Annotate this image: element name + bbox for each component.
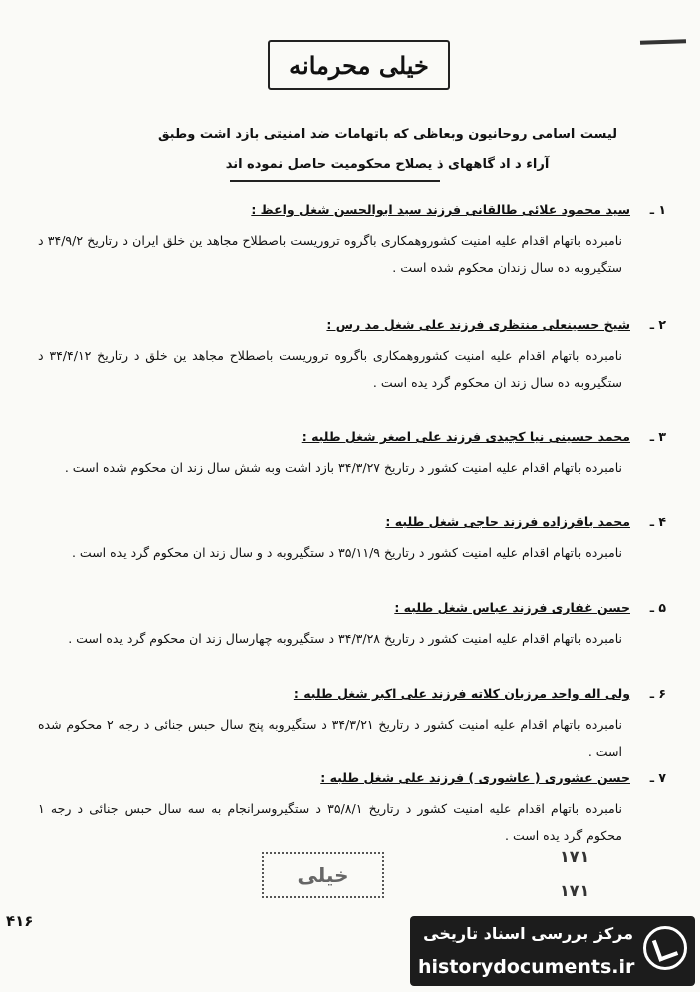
list-item (38, 508, 666, 566)
item-text: نامبرده باتهام اقدام علیه امنیت کشوروهمکاری باگروه تروریست باصطلاح مجاهد ین خلق د رتاریخ ۳۴/۴/۱۲ د ستگیروبه ده سال زند ان محکوم گرد یده است . (38, 348, 622, 390)
item-number: ۳ ـ (649, 429, 666, 444)
watermark-url: historydocuments.ir (418, 956, 635, 978)
item-text: نامبرده باتهام اقدام علیه امنیت کشوروهمکاری باگروه تروریست باصطلاح مجاهد ین خلق ایران د رتاریخ ۳۴/۹/۲ د ستگیروبه ده سال زندان محکوم شده است . (38, 233, 622, 275)
item-number: ۴ ـ (649, 514, 666, 529)
item-text: نامبرده باتهام اقدام علیه امنیت کشور د رتاریخ ۳۴/۳/۲۸ د ستگیروبه چهارسال زند ان محکوم گرد یده است . (68, 631, 622, 646)
item-name: شیخ حسینعلی منتظری فرزند علی شغل مد رس : (326, 317, 630, 332)
list-item (38, 594, 666, 652)
item-text: نامبرده باتهام اقدام علیه امنیت کشور د رتاریخ ۳۴/۳/۲۷ بازد اشت وبه شش سال زند ان محکوم شده است . (64, 460, 622, 475)
classification-text: خیلی محرمانه (289, 50, 429, 80)
item-number: ۱ ـ (649, 202, 666, 217)
item-number: ۵ ـ (649, 600, 666, 615)
item-text: نامبرده باتهام اقدام علیه امنیت کشور د رتاریخ ۳۵/۱۱/۹ د ستگیروبه د و سال زند ان محکوم گرد یده است . (71, 545, 622, 560)
bottom-stamp (262, 852, 384, 898)
classification-stamp (268, 40, 450, 90)
item-heading (38, 508, 666, 535)
item-name: حسن عشوری ( عاشوری ) فرزند علی شغل طلبه : (320, 770, 630, 785)
archive-watermark (410, 916, 695, 986)
item-heading (38, 764, 666, 791)
item-number: ۶ ـ (649, 686, 666, 701)
item-heading (38, 594, 666, 621)
margin-note: ۱۷۱ (560, 847, 590, 866)
list-item (38, 196, 666, 281)
watermark-title: مرکز بررسی اسناد تاریخی (423, 924, 633, 943)
margin-notes (560, 840, 589, 908)
list-item (38, 680, 666, 765)
intro-line-1: لیست اسامی روحانیون وبعاظی که باتهامات ضد امنیتی بازد اشت وطبق (157, 127, 618, 142)
item-number: ۲ ـ (649, 317, 666, 332)
intro-line-2: آراء د اد گاههای ذ یصلاح محکومیت حاصل نموده اند (225, 157, 550, 172)
intro-underline (230, 180, 440, 182)
item-name: محمد حسینی نیا کجیدی فرزند علی اصغر شغل طلبه : (301, 429, 630, 444)
item-text: نامبرده باتهام اقدام علیه امنیت کشور د رتاریخ ۳۵/۸/۱ د ستگیروسرانجام به سه سال حبس جنائی د رجه ۱ محکوم گرد یده است . (38, 801, 622, 843)
item-heading (38, 423, 666, 450)
item-name: محمد باقرزاده فرزند حاجی شغل طلبه : (385, 514, 630, 529)
list-item (38, 423, 666, 481)
page-number: ۴۱۶ (6, 912, 34, 930)
item-number: ۷ ـ (649, 770, 666, 785)
item-name: سید محمود علائی طالقانی فرزند سید ابوالحسن شغل واعظ : (251, 202, 630, 217)
item-text: نامبرده باتهام اقدام علیه امنیت کشور د رتاریخ ۳۴/۳/۲۱ د ستگیروبه پنج سال حبس جنائی د رجه ۲ محکوم شده است . (38, 717, 622, 759)
document-center-logo-icon (643, 926, 687, 970)
margin-note: ۱۷۱ (560, 881, 590, 900)
document-intro (110, 120, 665, 180)
item-name: ولی اله واحد مرزبان کلاته فرزند علی اکبر شغل طلبه : (293, 686, 630, 701)
item-heading (38, 196, 666, 223)
item-name: حسن غفاری فرزند عباس شغل طلبه : (394, 600, 630, 615)
stamp-text: خیلی (297, 863, 349, 887)
list-item (38, 311, 666, 396)
item-heading (38, 311, 666, 338)
item-heading (38, 680, 666, 707)
ink-mark (640, 39, 686, 45)
list-item (38, 764, 666, 849)
